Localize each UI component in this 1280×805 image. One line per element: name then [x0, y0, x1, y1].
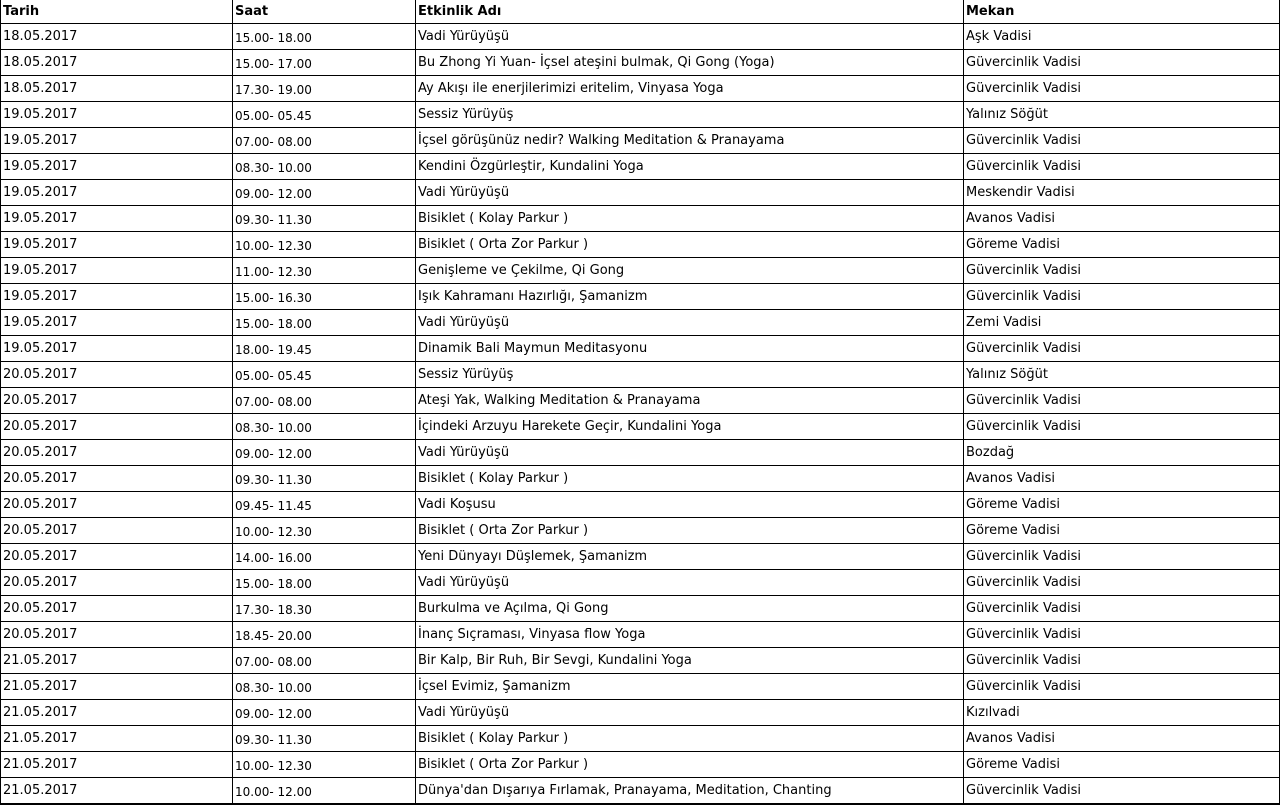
cell-time: 09.45- 11.45 — [233, 492, 416, 518]
table-body — [0, 24, 1280, 805]
header-time: Saat — [233, 0, 416, 24]
cell-time: 07.00- 08.00 — [233, 648, 416, 674]
table-row — [0, 700, 1280, 726]
cell-time: 15.00- 18.00 — [233, 24, 416, 50]
cell-date: 19.05.2017 — [0, 128, 233, 154]
cell-place: Güvercinlik Vadisi — [964, 570, 1280, 596]
table-row — [0, 492, 1280, 518]
cell-date: 20.05.2017 — [0, 570, 233, 596]
cell-event: Bisiklet ( Orta Zor Parkur ) — [416, 752, 964, 778]
cell-date: 20.05.2017 — [0, 544, 233, 570]
cell-event: Vadi Yürüyüşü — [416, 24, 964, 50]
cell-event: Burkulma ve Açılma, Qi Gong — [416, 596, 964, 622]
cell-place: Göreme Vadisi — [964, 492, 1280, 518]
cell-time: 10.00- 12.30 — [233, 752, 416, 778]
cell-time: 07.00- 08.00 — [233, 128, 416, 154]
table-row — [0, 622, 1280, 648]
cell-time: 10.00- 12.00 — [233, 778, 416, 805]
table-row — [0, 24, 1280, 50]
cell-event: İnanç Sıçraması, Vinyasa flow Yoga — [416, 622, 964, 648]
cell-date: 19.05.2017 — [0, 180, 233, 206]
cell-event: Sessiz Yürüyüş — [416, 102, 964, 128]
header-date: Tarih — [0, 0, 233, 24]
cell-time: 14.00- 16.00 — [233, 544, 416, 570]
cell-event: Genişleme ve Çekilme, Qi Gong — [416, 258, 964, 284]
cell-date: 20.05.2017 — [0, 622, 233, 648]
cell-time: 15.00- 16.30 — [233, 284, 416, 310]
cell-place: Yalınız Söğüt — [964, 102, 1280, 128]
cell-place: Kızılvadi — [964, 700, 1280, 726]
cell-time: 07.00- 08.00 — [233, 388, 416, 414]
table-header-row — [0, 0, 1280, 24]
cell-place: Göreme Vadisi — [964, 232, 1280, 258]
cell-event: Bu Zhong Yi Yuan- İçsel ateşini bulmak, Qi Gong (Yoga) — [416, 50, 964, 76]
cell-place: Yalınız Söğüt — [964, 362, 1280, 388]
cell-place: Avanos Vadisi — [964, 466, 1280, 492]
cell-place: Güvercinlik Vadisi — [964, 284, 1280, 310]
table-row — [0, 466, 1280, 492]
cell-event: Vadi Yürüyüşü — [416, 700, 964, 726]
cell-date: 19.05.2017 — [0, 258, 233, 284]
cell-event: Kendini Özgürleştir, Kundalini Yoga — [416, 154, 964, 180]
cell-place: Zemi Vadisi — [964, 310, 1280, 336]
cell-date: 21.05.2017 — [0, 778, 233, 805]
cell-date: 19.05.2017 — [0, 310, 233, 336]
cell-time: 09.30- 11.30 — [233, 466, 416, 492]
cell-time: 09.00- 12.00 — [233, 180, 416, 206]
header-event: Etkinlik Adı — [416, 0, 964, 24]
cell-time: 11.00- 12.30 — [233, 258, 416, 284]
cell-time: 08.30- 10.00 — [233, 154, 416, 180]
cell-place: Güvercinlik Vadisi — [964, 622, 1280, 648]
cell-event: Dünya'dan Dışarıya Fırlamak, Pranayama, Meditation, Chanting — [416, 778, 964, 805]
cell-time: 09.30- 11.30 — [233, 726, 416, 752]
cell-date: 19.05.2017 — [0, 206, 233, 232]
cell-event: Bisiklet ( Kolay Parkur ) — [416, 466, 964, 492]
table-row — [0, 128, 1280, 154]
cell-date: 20.05.2017 — [0, 596, 233, 622]
cell-date: 19.05.2017 — [0, 154, 233, 180]
cell-event: Bisiklet ( Kolay Parkur ) — [416, 206, 964, 232]
cell-place: Avanos Vadisi — [964, 726, 1280, 752]
cell-event: Yeni Dünyayı Düşlemek, Şamanizm — [416, 544, 964, 570]
cell-event: Dinamik Bali Maymun Meditasyonu — [416, 336, 964, 362]
table-row — [0, 336, 1280, 362]
cell-date: 20.05.2017 — [0, 492, 233, 518]
cell-event: Bisiklet ( Kolay Parkur ) — [416, 726, 964, 752]
cell-place: Güvercinlik Vadisi — [964, 336, 1280, 362]
cell-date: 21.05.2017 — [0, 726, 233, 752]
table-row — [0, 180, 1280, 206]
cell-date: 19.05.2017 — [0, 336, 233, 362]
cell-event: Bisiklet ( Orta Zor Parkur ) — [416, 518, 964, 544]
cell-time: 17.30- 19.00 — [233, 76, 416, 102]
table-row — [0, 206, 1280, 232]
cell-place: Bozdağ — [964, 440, 1280, 466]
cell-place: Göreme Vadisi — [964, 518, 1280, 544]
table-row — [0, 570, 1280, 596]
cell-date: 21.05.2017 — [0, 700, 233, 726]
table-row — [0, 518, 1280, 544]
cell-date: 19.05.2017 — [0, 102, 233, 128]
cell-event: Işık Kahramanı Hazırlığı, Şamanizm — [416, 284, 964, 310]
table-row — [0, 310, 1280, 336]
cell-date: 21.05.2017 — [0, 752, 233, 778]
cell-time: 09.30- 11.30 — [233, 206, 416, 232]
cell-event: İçsel Evimiz, Şamanizm — [416, 674, 964, 700]
cell-place: Meskendir Vadisi — [964, 180, 1280, 206]
cell-date: 20.05.2017 — [0, 388, 233, 414]
cell-event: İçindeki Arzuyu Harekete Geçir, Kundalini Yoga — [416, 414, 964, 440]
cell-place: Göreme Vadisi — [964, 752, 1280, 778]
cell-event: Vadi Yürüyüşü — [416, 570, 964, 596]
cell-place: Güvercinlik Vadisi — [964, 258, 1280, 284]
cell-date: 21.05.2017 — [0, 674, 233, 700]
cell-place: Güvercinlik Vadisi — [964, 596, 1280, 622]
cell-place: Güvercinlik Vadisi — [964, 76, 1280, 102]
table-row — [0, 726, 1280, 752]
cell-time: 09.00- 12.00 — [233, 700, 416, 726]
table-row — [0, 674, 1280, 700]
cell-place: Güvercinlik Vadisi — [964, 544, 1280, 570]
table-row — [0, 76, 1280, 102]
table-row — [0, 544, 1280, 570]
cell-time: 18.45- 20.00 — [233, 622, 416, 648]
cell-time: 17.30- 18.30 — [233, 596, 416, 622]
cell-place: Güvercinlik Vadisi — [964, 648, 1280, 674]
cell-place: Avanos Vadisi — [964, 206, 1280, 232]
cell-time: 10.00- 12.30 — [233, 518, 416, 544]
cell-date: 20.05.2017 — [0, 362, 233, 388]
table-row — [0, 388, 1280, 414]
cell-date: 20.05.2017 — [0, 518, 233, 544]
table-row — [0, 50, 1280, 76]
cell-event: İçsel görüşünüz nedir? Walking Meditation & Pranayama — [416, 128, 964, 154]
cell-date: 18.05.2017 — [0, 24, 233, 50]
cell-time: 18.00- 19.45 — [233, 336, 416, 362]
cell-event: Ateşi Yak, Walking Meditation & Pranayama — [416, 388, 964, 414]
table-row — [0, 648, 1280, 674]
cell-event: Sessiz Yürüyüş — [416, 362, 964, 388]
cell-time: 08.30- 10.00 — [233, 414, 416, 440]
cell-place: Güvercinlik Vadisi — [964, 414, 1280, 440]
cell-event: Vadi Koşusu — [416, 492, 964, 518]
cell-date: 20.05.2017 — [0, 466, 233, 492]
cell-place: Aşk Vadisi — [964, 24, 1280, 50]
table-row — [0, 596, 1280, 622]
cell-place: Güvercinlik Vadisi — [964, 154, 1280, 180]
cell-event: Bir Kalp, Bir Ruh, Bir Sevgi, Kundalini Yoga — [416, 648, 964, 674]
cell-time: 15.00- 17.00 — [233, 50, 416, 76]
cell-event: Vadi Yürüyüşü — [416, 310, 964, 336]
table-row — [0, 154, 1280, 180]
table-row — [0, 362, 1280, 388]
cell-time: 05.00- 05.45 — [233, 362, 416, 388]
cell-place: Güvercinlik Vadisi — [964, 778, 1280, 805]
cell-time: 05.00- 05.45 — [233, 102, 416, 128]
cell-date: 20.05.2017 — [0, 414, 233, 440]
table-row — [0, 232, 1280, 258]
cell-date: 18.05.2017 — [0, 76, 233, 102]
table-row — [0, 440, 1280, 466]
cell-time: 15.00- 18.00 — [233, 310, 416, 336]
table-row — [0, 414, 1280, 440]
cell-time: 15.00- 18.00 — [233, 570, 416, 596]
table-row — [0, 102, 1280, 128]
cell-date: 21.05.2017 — [0, 648, 233, 674]
cell-time: 08.30- 10.00 — [233, 674, 416, 700]
cell-time: 10.00- 12.30 — [233, 232, 416, 258]
cell-place: Güvercinlik Vadisi — [964, 674, 1280, 700]
cell-event: Ay Akışı ile enerjilerimizi eritelim, Vinyasa Yoga — [416, 76, 964, 102]
header-place: Mekan — [964, 0, 1280, 24]
cell-place: Güvercinlik Vadisi — [964, 128, 1280, 154]
cell-date: 19.05.2017 — [0, 284, 233, 310]
cell-date: 19.05.2017 — [0, 232, 233, 258]
cell-date: 20.05.2017 — [0, 440, 233, 466]
cell-event: Vadi Yürüyüşü — [416, 440, 964, 466]
table-row — [0, 284, 1280, 310]
cell-event: Bisiklet ( Orta Zor Parkur ) — [416, 232, 964, 258]
cell-time: 09.00- 12.00 — [233, 440, 416, 466]
cell-place: Güvercinlik Vadisi — [964, 388, 1280, 414]
cell-date: 18.05.2017 — [0, 50, 233, 76]
table-row — [0, 258, 1280, 284]
cell-place: Güvercinlik Vadisi — [964, 50, 1280, 76]
cell-event: Vadi Yürüyüşü — [416, 180, 964, 206]
table-row — [0, 752, 1280, 778]
